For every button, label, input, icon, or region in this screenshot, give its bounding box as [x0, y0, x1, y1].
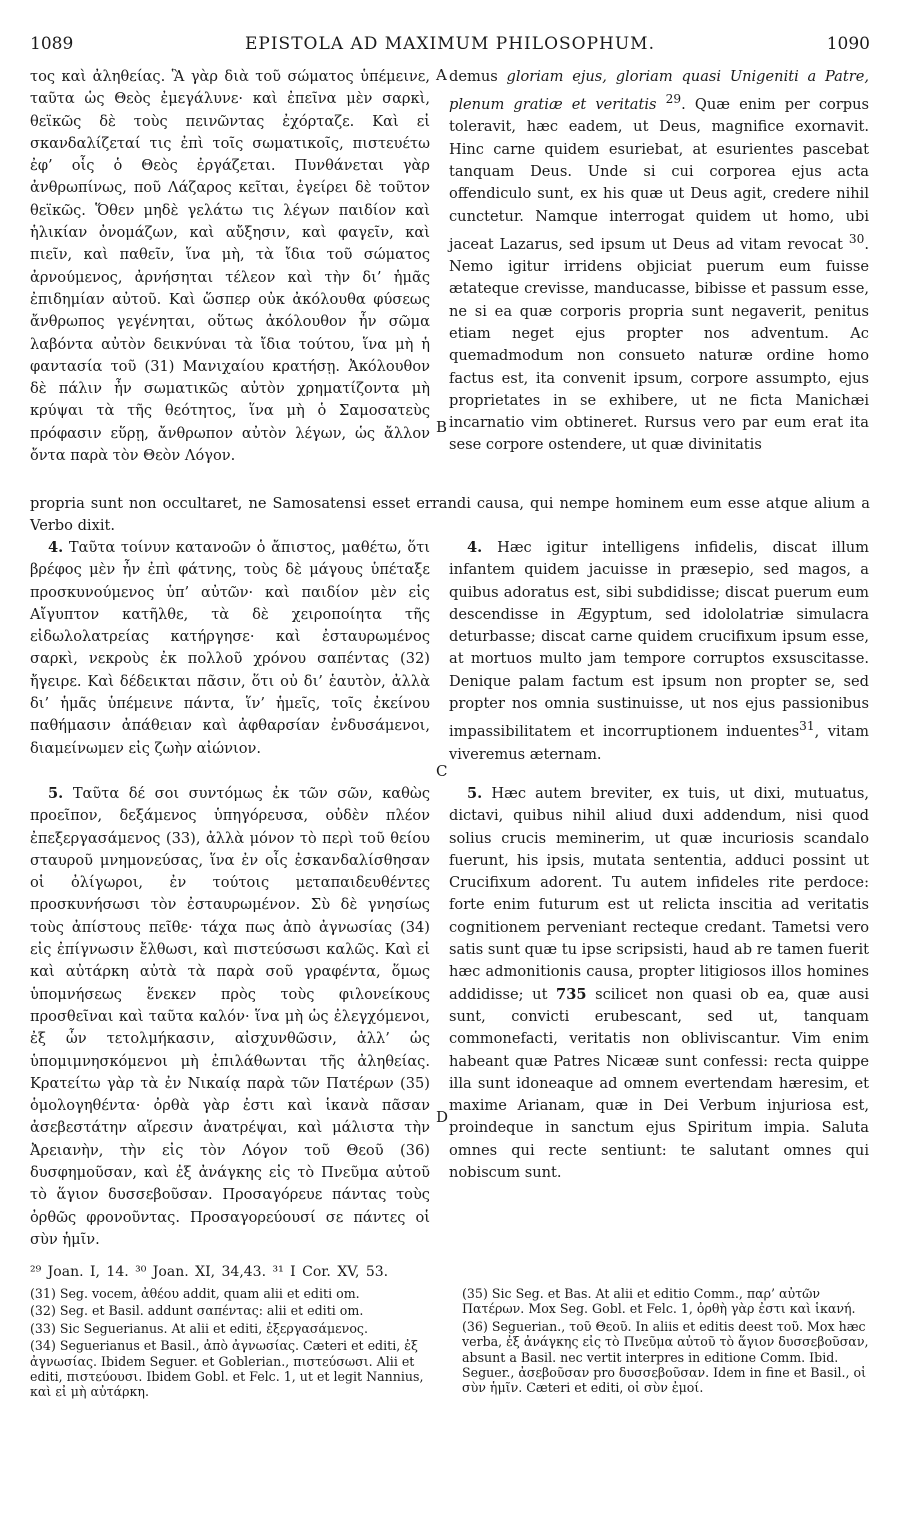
latin-text-1c: . Quæ enim per corpus toleravit, hæc eadem, ut Deus, magnifice exornavit. Hinc carne quidem esuriebat, at esurientes pascebat tanquam Deus. Unde si cui corporea ejus acta offendiculo sunt, ex his quæ ut Deus agit, credere nihil cunctetur. Namque interrogat quidem ut homo, ubi jaceat Lazarus, sed ipsum ut Deus ad vitam revocat [449, 96, 869, 253]
page-marker-735: 735 [556, 985, 587, 1003]
latin-text-4a: Hæc igitur intelligens infidelis, discat illum infantem quidem jacuisse in præsepio, sed magos, a quibus adoratus est, sibi subdidisse; discat puerum eum descendisse in Ægyptum, sed idololatriæ simulacra deturbasse; discat carne quidem crucifixum ipsum esse, at mortuos multo jam tempore corruptos exsuscitasse. Denique palam factum est ipsum non propter se, sed propter nos omnia sustinuisse, ut nos ejus passionibus impassibilitatem et incorruptionem induentes [449, 539, 869, 741]
margin-marker-c: C [436, 762, 448, 780]
right-page-number: 1090 [826, 34, 870, 54]
latin-text-5 [449, 783, 869, 1184]
latin-text-1d: . Nemo igitur irridens objiciat puerum eum fuisse ætateque crevisse, manducasse, bibisse et passum esse, ne si ea quæ corporis propria sunt negaverit, penitus etiam neget ejus propter nos adventum. Ac quemadmodum non consueto naturæ ordine homo factus est, ita convenit ipsum, corpore assumpto, ejus proprietates in se exhibere, ut ne ficta Manichæi incarnatio vim obtineret. Rursus vero par eum erat ita sese corpore ostendere, ut quæ divinitatis [449, 235, 870, 454]
latin-text-5b: scilicet non quasi ob ea, quæ ausi sunt, convicti erubescant, sed ut, tanquam commonefacti, veritatis non obliviscantur. Vim enim habeant quæ Patres Nicææ sunt confessi: recta quippe illa sunt idoneaque ad omnem evertendam hæresim, et maxime Arianam, quæ in Dei Verbum injuriosa est, proindeque in sanctum ejus Spiritum impia. Saluta omnes qui recte sentiunt: te salutant omnes qui nobiscum sunt. [449, 985, 869, 1182]
latin-full-line: propria sunt non occultaret, ne Samosatensi esset errandi causa, qui nempe hominem eum esse atque alium a Verbo dixit. [30, 495, 870, 535]
latin-text-5a: Hæc autem breviter, ex tuis, ut dixi, mutuatus, dictavi, quibus nihil aliud duxi addendum, nisi quod solius crucis meminerim, ut quæ incuriosis scandalo fuerunt, his ipsis, mutata sententia, adduci possint ut Crucifixum adorent. Tu autem infideles rite perdoce: forte enim futurum est ut relicta inscitia ad veritatis cognitionem perveniant recteque credant. Tametsi vero satis sunt quæ tu ipse scripsisti, haud ab re tamen fuerit hæc admonitionis causa, propter litigiosos illos homines addidisse; ut [449, 785, 869, 1003]
greek-paragraph-5 [30, 783, 430, 1251]
running-header [30, 34, 870, 56]
greek-text-4-body: Ταῦτα τοίνυν κατανοῶν ὁ ἄπιστος, μαθέτω, ὅτι βρέφος μὲν ἦν ἐπὶ φάτνης, τοὺς δὲ μάγους ὑπέταξε προσκυνούμενος ὑπ’ αὐτῶν· καὶ παιδίον μὲν εἰς Αἴγυπτον κατῆλθε, τὰ δὲ χειροποίητα τῆς εἰδωλολατρείας κατήργησε· καὶ ἐσταυρωμένος σαρκὶ, νεκροὺς ἐκ πολλοῦ χρόνου σαπέντας (32) ἤγειρε. Καὶ δέδεικται πᾶσιν, ὅτι οὐ δι’ ἑαυτὸν, ἀλλὰ δι’ ἡμᾶς ὑπέμεινε πάντα, ἵν’ ἡμεῖς, τοῖς ἐκείνου παθήμασιν ἀπάθειαν καὶ ἀφθαρσίαν ἐνδυσάμενοι, διαμείνωμεν εἰς ζωὴν αἰώνιον. [30, 539, 430, 757]
latin-text-4 [449, 537, 869, 766]
latin-paragraph-5 [449, 783, 869, 1184]
greek-text-5 [30, 783, 430, 1251]
section-number: 4. [467, 539, 483, 556]
running-title: EPISTOLA AD MAXIMUM PHILOSOPHUM. [244, 34, 655, 54]
ref-mark: 30 [848, 231, 865, 246]
ref-mark: 31 [799, 719, 815, 734]
greek-paragraph-1 [30, 66, 430, 467]
greek-text-1: τος καὶ ἀληθείας. Ἃ γὰρ διὰ τοῦ σώματος ὑπέμεινε, ταῦτα ὡς Θεὸς ἐμεγάλυνε· καὶ ἐπεῖνα μὲν σαρκὶ, θεϊκῶς δὲ τοὺς πεινῶντας ἐχόρταζε. Καὶ εἰ σκανδαλίζεταί τις ἐπὶ τοῖς σωματικοῖς, πιστευέτω ἐφ’ οἷς ὁ Θεὸς ἐργάζεται. Πυνθάνεται γὰρ ἀνθρωπίνως, ποῦ Λάζαρος κεῖται, ἐγείρει δὲ τοῦτον θεϊκῶς. Ὅθεν μηδὲ γελάτω τις λέγων παιδίον καὶ ἡλικίαν ὀνομάζων, καὶ αὔξησιν, καὶ φαγεῖν, καὶ πιεῖν, καὶ παθεῖν, ἵνα μὴ, τὰ ἴδια τοῦ σώματος ἀρνούμενος, ἀρνήσηται τέλεον καὶ τὴν δι’ ἡμᾶς ἐπιδημίαν αὐτοῦ. Καὶ ὥσπερ οὐκ ἀκόλουθα φύσεως ἄνθρωπος γεγένηται, οὕτως ἀκόλουθον ἦν σῶμα λαβόντα αὐτὸν δεικνύναι τὰ ἴδια τούτου, ἵνα μὴ ἡ φαντασία τοῦ (31) Μανιχαίου κρατήσῃ. Ἀκόλουθον δὲ πάλιν ἦν σωματικῶς αὐτὸν χρηματίζοντα μὴ κρύψαι τὰ τῆς θεότητος, ἵνα μὴ ὁ Σαμοσατεὺς πρόφασιν εὕρῃ, ἄνθρωπον αὐτὸν λέγων, ὡς ἄλλον ὄντα παρὰ τὸν Θεὸν Λόγον. [30, 68, 430, 465]
section-number: 4. [48, 539, 64, 556]
latin-text-1 [449, 66, 869, 457]
latin-quote: gloriam ejus, gloriam quasi Unigeniti a Patre, plenum gratiæ et veritatis [449, 68, 869, 114]
footnote: (36) Seguerian., τοῦ Θεοῦ. In aliis et editis deest τοῦ. Mox hæc verba, ἐξ ἀνάγκης εἰς τὸ Πνεῦμα αὐτοῦ τὸ ἅγιον δυσσεβοῦσαν, absunt a Basil. nec vertit interpres in editione Comm. Ibid. Seguer., ἀσεβοῦσαν pro δυσσεβοῦσαν. Idem in fine et Basil., οἱ σὺν ἡμῖν. Cæteri et editi, οἱ σὺν ἐμοί. [462, 1318, 869, 1396]
greek-paragraph-4 [30, 537, 430, 760]
latin-text-1a: demus [449, 68, 507, 85]
footnote: (35) Sic Seg. et Bas. At alii et editio Comm., παρ’ αὐτῶν Πατέρων. Mox Seg. Gobl. et Felc. 1, ὀρθὴ γὰρ ἐστι καὶ ἱκανή. [462, 1286, 856, 1317]
margin-marker-d: D [436, 1108, 449, 1126]
footnote: (31) Seg. vocem, ἀθέου addit, quam alii et editi om. [30, 1286, 360, 1301]
greek-text-5-body: Ταῦτα δέ σοι συντόμως ἐκ τῶν σῶν, καθὼς προεῖπον, δεξάμενος ὑπηγόρευσα, οὐδὲν πλέον ἐπεξεργασάμενος (33), ἀλλὰ μόνον τὸ περὶ τοῦ θείου σταυροῦ μνημονεύσας, ἵνα ἐν οἷς ἐσκανδαλίσθησαν οἱ ὀλίγωροι, ἐν τούτοις μεταπαιδευθέντες προσκυνήσωσι τὸν ἐσταυρωμένον. Σὺ δὲ γνησίως τοὺς ἀπίστους πεῖθε· τάχα πως ἀπὸ ἀγνωσίας (34) εἰς ἐπίγνωσιν ἔλθωσι, καὶ πιστεύσωσι καλῶς. Καὶ εἰ καὶ αὐτάρκη αὐτὰ τὰ παρὰ σοῦ γραφέντα, ὅμως ὑπομνήσεως ἕνεκεν πρὸς τοὺς φιλονείκους προσθεῖναι καὶ ταῦτα καλόν· ἵνα μὴ ὡς ἐλεγχόμενοι, ἐξ ὧν τετολμήκασιν, αἰσχυνθῶσιν, ἀλλ’ ὡς ὑπομιμνησκόμενοι μὴ ἐπιλάθωνται τῆς ἀληθείας. Κρατείτω γὰρ τὰ ἐν Νικαίᾳ παρὰ τῶν Πατέρων (35) ὁμολογηθέντα· ὀρθὰ γὰρ ἐστι καὶ ἱκανὰ πᾶσαν ἀσεβεστάτην αἵρεσιν ἀνατρέψαι, καὶ μάλιστα τὴν Ἀρειανὴν, τὴν εἰς τὸν Λόγον τοῦ Θεοῦ (36) δυσφημοῦσαν, καὶ ἐξ ἀνάγκης εἰς τὸ Πνεῦμα αὐτοῦ τὸ ἅγιον δυσσεβοῦσαν. Προσαγόρευε πάντας τοὺς ὀρθῶς φρονοῦντας. Προσαγορεύουσί σε πάντες οἱ σὺν ἡμῖν. [30, 785, 431, 1248]
footnotes-right [462, 1286, 872, 1398]
footnote: (32) Seg. et Basil. addunt σαπέντας: alii et editi om. [30, 1303, 364, 1319]
left-page-number: 1089 [30, 34, 74, 54]
greek-text-4 [30, 537, 430, 760]
footnote: (34) Seguerianus et Basil., ἀπὸ ἀγνωσίας. Cæteri et editi, ἐξ ἀγνωσίας. Ibidem Seguer. et Goblerian., πιστεύσωσι. Alii et editi, πιστεύουσι. Ibidem Gobl. et Felc. 1, ut et legit Nannius, καὶ εἰ μὴ αὐτάρκη. [30, 1338, 424, 1400]
section-number: 5. [48, 785, 64, 802]
footnotes-left [30, 1286, 430, 1402]
latin-paragraph-1 [449, 66, 869, 457]
latin-paragraph-4 [449, 537, 869, 766]
margin-marker-b: B [436, 418, 448, 436]
latin-text-4b: , vitam viveremus æternam. [449, 723, 870, 763]
margin-marker-a: A [436, 66, 447, 84]
scripture-references: ²⁹ Joan. I, 14. ³⁰ Joan. XI, 34,43. ³¹ I Cor. XV, 53. [30, 1264, 389, 1280]
ref-mark: 29 [665, 92, 682, 107]
footnote: (33) Sic Seguerianus. At alii et editi, ἐξεργασάμενος. [30, 1320, 368, 1336]
section-number: 5. [467, 785, 483, 802]
full-width-line [30, 493, 870, 538]
